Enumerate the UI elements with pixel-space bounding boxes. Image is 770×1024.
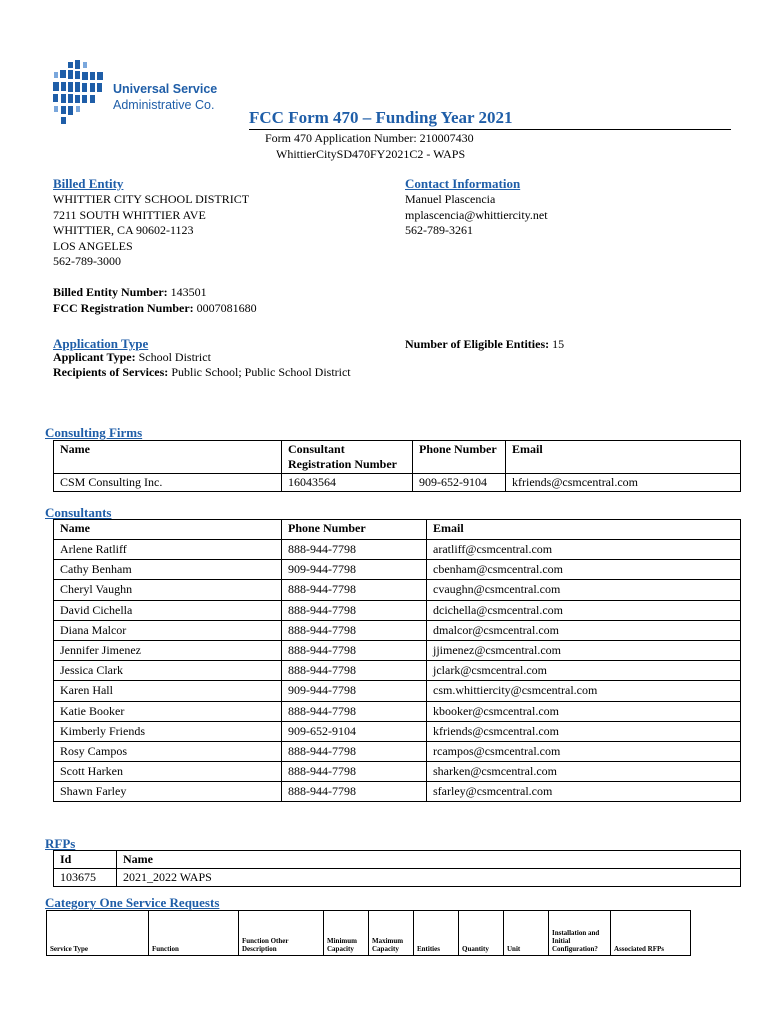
table-cell: 888-944-7798: [282, 640, 427, 660]
billed-entity-line: WHITTIER, CA 90602-1123: [53, 223, 194, 237]
table-cell: 888-944-7798: [282, 620, 427, 640]
rfps-heading: RFPs: [45, 836, 76, 851]
recipients-label: Recipients of Services:: [53, 365, 169, 379]
usac-logo-mark-icon: [50, 60, 110, 126]
billed-entity-line: 562-789-3000: [53, 254, 121, 268]
rfps-table: [53, 850, 741, 887]
table-cell: Rosy Campos: [54, 741, 282, 761]
table-cell: Scott Harken: [54, 762, 282, 782]
column-header: Phone Number: [413, 441, 506, 474]
column-header: Consultant Registration Number: [282, 441, 413, 474]
table-row: [54, 869, 741, 887]
table-cell: Karen Hall: [54, 681, 282, 701]
table-cell: Arlene Ratliff: [54, 540, 282, 560]
table-cell: Cheryl Vaughn: [54, 580, 282, 600]
table-row: [54, 560, 741, 580]
table-row: [54, 701, 741, 721]
table-cell: 888-944-7798: [282, 762, 427, 782]
table-header-row: [54, 851, 741, 869]
table-cell: 888-944-7798: [282, 701, 427, 721]
consultants-table: [53, 519, 741, 802]
billed-entity-address: [53, 192, 249, 270]
table-cell: Kimberly Friends: [54, 721, 282, 741]
applicant-type: [53, 350, 211, 366]
eligible-entities-label: Number of Eligible Entities:: [405, 337, 550, 351]
table-cell: 888-944-7798: [282, 600, 427, 620]
contact-line: 562-789-3261: [405, 223, 473, 237]
consulting-firms-table: [53, 440, 741, 492]
billed-entity-line: LOS ANGELES: [53, 238, 133, 253]
column-header: Name: [54, 441, 282, 474]
fcc-registration-number: [53, 301, 257, 317]
fcc-registration-value: 0007081680: [196, 301, 257, 315]
billed-entity-line: WHITTIER CITY SCHOOL DISTRICT: [53, 192, 250, 206]
table-header-row: [54, 441, 741, 474]
fcc-registration-label: FCC Registration Number:: [53, 301, 194, 315]
table-row: [54, 600, 741, 620]
applicant-type-label: Applicant Type:: [53, 350, 136, 364]
column-header: Service Type: [47, 911, 149, 956]
table-cell: Diana Malcor: [54, 620, 282, 640]
billed-entity-number-label: Billed Entity Number:: [53, 285, 168, 299]
table-cell: 888-944-7798: [282, 782, 427, 802]
column-header: Phone Number: [282, 520, 427, 540]
column-header: Id: [54, 851, 117, 869]
table-cell: csm.whittiercity@csmcentral.com: [427, 681, 741, 701]
table-cell: sharken@csmcentral.com: [427, 762, 741, 782]
column-header: Quantity: [459, 911, 504, 956]
application-type-heading: Application Type: [53, 336, 149, 351]
logo-line1: Universal Service: [113, 82, 218, 96]
consultants-heading: Consultants: [45, 505, 112, 520]
eligible-entities: [405, 337, 564, 353]
recipients-of-services: [53, 365, 351, 381]
table-row: [54, 681, 741, 701]
table-cell: dcichella@csmcentral.com: [427, 600, 741, 620]
table-row: [54, 580, 741, 600]
table-cell: 888-944-7798: [282, 540, 427, 560]
column-header: Unit: [504, 911, 549, 956]
table-cell: 888-944-7798: [282, 661, 427, 681]
table-row: [54, 762, 741, 782]
table-cell: jclark@csmcentral.com: [427, 661, 741, 681]
table-cell: David Cichella: [54, 600, 282, 620]
table-cell: Katie Booker: [54, 701, 282, 721]
table-cell: kbooker@csmcentral.com: [427, 701, 741, 721]
column-header: Associated RFPs: [611, 911, 691, 956]
table-cell: 16043564: [282, 474, 413, 492]
column-header: Minimum Capacity: [324, 911, 369, 956]
applicant-type-value: School District: [138, 350, 211, 364]
table-row: [54, 741, 741, 761]
table-row: [54, 721, 741, 741]
table-cell: 2021_2022 WAPS: [117, 869, 741, 887]
billed-entity-line: 7211 SOUTH WHITTIER AVE: [53, 207, 206, 222]
consulting-firms-heading: Consulting Firms: [45, 425, 143, 440]
table-cell: kfriends@csmcentral.com: [427, 721, 741, 741]
table-cell: rcampos@csmcentral.com: [427, 741, 741, 761]
column-header: Name: [117, 851, 741, 869]
table-cell: 888-944-7798: [282, 741, 427, 761]
usac-logo: [50, 60, 230, 128]
column-header: Function: [149, 911, 239, 956]
table-cell: sfarley@csmcentral.com: [427, 782, 741, 802]
table-header-row: [47, 911, 691, 956]
eligible-entities-value: 15: [552, 337, 565, 351]
category-one-table: [46, 910, 691, 956]
table-cell: Jessica Clark: [54, 661, 282, 681]
table-cell: aratliff@csmcentral.com: [427, 540, 741, 560]
recipients-value: Public School; Public School District: [171, 365, 351, 379]
billed-entity-number: [53, 285, 207, 301]
category-one-heading: Category One Service Requests: [45, 895, 220, 910]
column-header: Email: [427, 520, 741, 540]
application-number: Form 470 Application Number: 210007430: [265, 131, 474, 145]
table-header-row: [54, 520, 741, 540]
table-row: [54, 540, 741, 560]
contact-heading: Contact Information: [405, 176, 521, 191]
column-header: Email: [506, 441, 741, 474]
logo-line2: Administrative Co.: [113, 98, 215, 112]
table-cell: 909-652-9104: [413, 474, 506, 492]
contact-line: Manuel Plascencia: [405, 192, 496, 206]
table-cell: cbenham@csmcentral.com: [427, 560, 741, 580]
table-row: [54, 782, 741, 802]
column-header: Installation and Initial Configuration?: [549, 911, 611, 956]
table-cell: 909-944-7798: [282, 560, 427, 580]
column-header: Entities: [414, 911, 459, 956]
table-cell: CSM Consulting Inc.: [54, 474, 282, 492]
contact-details: [405, 192, 548, 239]
table-cell: jjimenez@csmcentral.com: [427, 640, 741, 660]
page-title: FCC Form 470 – Funding Year 2021: [249, 108, 513, 127]
table-cell: Jennifer Jimenez: [54, 640, 282, 660]
billed-entity-heading: Billed Entity: [53, 176, 124, 191]
table-row: [54, 640, 741, 660]
table-cell: dmalcor@csmcentral.com: [427, 620, 741, 640]
column-header: Maximum Capacity: [369, 911, 414, 956]
table-row: [54, 661, 741, 681]
table-cell: kfriends@csmcentral.com: [506, 474, 741, 492]
table-cell: 103675: [54, 869, 117, 887]
table-cell: cvaughn@csmcentral.com: [427, 580, 741, 600]
table-cell: 909-652-9104: [282, 721, 427, 741]
billed-entity-number-value: 143501: [170, 285, 207, 299]
column-header: Name: [54, 520, 282, 540]
table-cell: 888-944-7798: [282, 580, 427, 600]
column-header: Function Other Description: [239, 911, 324, 956]
table-cell: 909-944-7798: [282, 681, 427, 701]
table-cell: Shawn Farley: [54, 782, 282, 802]
table-cell: Cathy Benham: [54, 560, 282, 580]
table-row: [54, 474, 741, 492]
contact-line: mplascencia@whittiercity.net: [405, 207, 548, 222]
application-nickname: WhittierCitySD470FY2021C2 - WAPS: [276, 147, 466, 161]
table-row: [54, 620, 741, 640]
title-rule: [249, 129, 731, 130]
